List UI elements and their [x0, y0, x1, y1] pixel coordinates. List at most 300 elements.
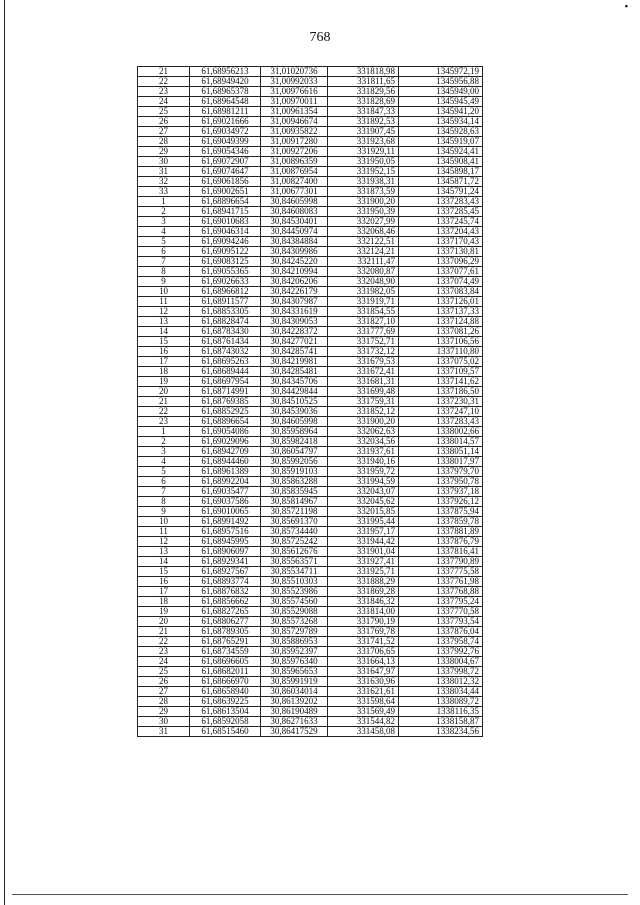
- y-coordinate-cell: 1337247,10: [399, 407, 483, 417]
- point-number-cell: 23: [138, 87, 190, 97]
- latitude-cell: 61,68896654: [190, 197, 261, 207]
- x-coordinate-cell: 331938,31: [328, 177, 399, 187]
- y-coordinate-cell: 1337992,76: [399, 647, 483, 657]
- latitude-cell: 61,69054086: [190, 427, 261, 437]
- longitude-cell: 30,84285481: [261, 367, 328, 377]
- longitude-cell: 30,85523986: [261, 587, 328, 597]
- table-row: [138, 187, 483, 197]
- longitude-cell: 31,00935822: [261, 127, 328, 137]
- longitude-cell: 31,00992033: [261, 77, 328, 87]
- point-number-cell: 11: [138, 297, 190, 307]
- point-number-cell: 29: [138, 147, 190, 157]
- latitude-cell: 61,69055365: [190, 267, 261, 277]
- x-coordinate-cell: 331852,12: [328, 407, 399, 417]
- point-number-cell: 16: [138, 347, 190, 357]
- y-coordinate-cell: 1338004,67: [399, 657, 483, 667]
- longitude-cell: 30,84530401: [261, 217, 328, 227]
- y-coordinate-cell: 1337230,31: [399, 397, 483, 407]
- table-row: [138, 497, 483, 507]
- longitude-cell: 30,84608083: [261, 207, 328, 217]
- table-row: [138, 507, 483, 517]
- y-coordinate-cell: 1337770,58: [399, 607, 483, 617]
- y-coordinate-cell: 1337186,50: [399, 387, 483, 397]
- point-number-cell: 22: [138, 637, 190, 647]
- table-row: [138, 597, 483, 607]
- y-coordinate-cell: 1337950,78: [399, 477, 483, 487]
- y-coordinate-cell: 1337081,26: [399, 327, 483, 337]
- point-number-cell: 5: [138, 237, 190, 247]
- longitude-cell: 31,00827400: [261, 177, 328, 187]
- table-row: [138, 677, 483, 687]
- y-coordinate-cell: 1337075,02: [399, 357, 483, 367]
- table-row: [138, 67, 483, 77]
- point-number-cell: 2: [138, 437, 190, 447]
- latitude-cell: 61,69046314: [190, 227, 261, 237]
- y-coordinate-cell: 1337109,57: [399, 367, 483, 377]
- y-coordinate-cell: 1337926,12: [399, 497, 483, 507]
- longitude-cell: 30,84219981: [261, 357, 328, 367]
- table-row: [138, 367, 483, 377]
- longitude-cell: 30,84307987: [261, 297, 328, 307]
- table-row: [138, 227, 483, 237]
- point-number-cell: 21: [138, 397, 190, 407]
- latitude-cell: 61,68734559: [190, 647, 261, 657]
- y-coordinate-cell: 1338017,97: [399, 457, 483, 467]
- longitude-cell: 30,85729789: [261, 627, 328, 637]
- page-number: 768: [309, 30, 331, 45]
- point-number-cell: 10: [138, 517, 190, 527]
- x-coordinate-cell: 331818,98: [328, 67, 399, 77]
- x-coordinate-cell: 332068,46: [328, 227, 399, 237]
- longitude-cell: 31,00896359: [261, 157, 328, 167]
- latitude-cell: 61,68991492: [190, 517, 261, 527]
- latitude-cell: 61,69026633: [190, 277, 261, 287]
- table-row: [138, 657, 483, 667]
- latitude-cell: 61,68941715: [190, 207, 261, 217]
- point-number-cell: 33: [138, 187, 190, 197]
- latitude-cell: 61,69021666: [190, 117, 261, 127]
- y-coordinate-cell: 1338051,14: [399, 447, 483, 457]
- point-number-cell: 12: [138, 307, 190, 317]
- x-coordinate-cell: 331706,65: [328, 647, 399, 657]
- point-number-cell: 22: [138, 77, 190, 87]
- y-coordinate-cell: 1345898,17: [399, 167, 483, 177]
- point-number-cell: 27: [138, 127, 190, 137]
- latitude-cell: 61,68853305: [190, 307, 261, 317]
- latitude-cell: 61,68856662: [190, 597, 261, 607]
- x-coordinate-cell: 331699,48: [328, 387, 399, 397]
- point-number-cell: 28: [138, 137, 190, 147]
- table-row: [138, 477, 483, 487]
- x-coordinate-cell: 331854,55: [328, 307, 399, 317]
- y-coordinate-cell: 1345949,00: [399, 87, 483, 97]
- x-coordinate-cell: 332124,21: [328, 247, 399, 257]
- longitude-cell: 30,84345706: [261, 377, 328, 387]
- longitude-cell: 30,85965653: [261, 667, 328, 677]
- y-coordinate-cell: 1338158,87: [399, 717, 483, 727]
- table-row: [138, 337, 483, 347]
- x-coordinate-cell: 331869,28: [328, 587, 399, 597]
- longitude-cell: 30,85952397: [261, 647, 328, 657]
- longitude-cell: 30,85563571: [261, 557, 328, 567]
- latitude-cell: 61,68666970: [190, 677, 261, 687]
- latitude-cell: 61,68761434: [190, 337, 261, 347]
- point-number-cell: 1: [138, 197, 190, 207]
- y-coordinate-cell: 1337283,43: [399, 197, 483, 207]
- point-number-cell: 2: [138, 207, 190, 217]
- y-coordinate-cell: 1337998,72: [399, 667, 483, 677]
- point-number-cell: 6: [138, 247, 190, 257]
- y-coordinate-cell: 1337141,62: [399, 377, 483, 387]
- point-number-cell: 12: [138, 537, 190, 547]
- y-coordinate-cell: 1345791,24: [399, 187, 483, 197]
- point-number-cell: 15: [138, 337, 190, 347]
- footer-rule: [12, 894, 628, 895]
- table-row: [138, 427, 483, 437]
- y-coordinate-cell: 1337106,56: [399, 337, 483, 347]
- x-coordinate-cell: 332048,90: [328, 277, 399, 287]
- latitude-cell: 61,68697954: [190, 377, 261, 387]
- latitude-cell: 61,68743032: [190, 347, 261, 357]
- y-coordinate-cell: 1345945,49: [399, 97, 483, 107]
- table-row: [138, 347, 483, 357]
- table-row: [138, 167, 483, 177]
- table-row: [138, 457, 483, 467]
- scan-edge-line: [4, 0, 5, 905]
- y-coordinate-cell: 1345928,63: [399, 127, 483, 137]
- latitude-cell: 61,68911577: [190, 297, 261, 307]
- point-number-cell: 26: [138, 117, 190, 127]
- latitude-cell: 61,69083125: [190, 257, 261, 267]
- coordinates-table: [137, 66, 483, 737]
- y-coordinate-cell: 1337790,89: [399, 557, 483, 567]
- y-coordinate-cell: 1345871,72: [399, 177, 483, 187]
- latitude-cell: 61,69029096: [190, 437, 261, 447]
- y-coordinate-cell: 1337077,61: [399, 267, 483, 277]
- point-number-cell: 18: [138, 367, 190, 377]
- y-coordinate-cell: 1345919,07: [399, 137, 483, 147]
- point-number-cell: 30: [138, 157, 190, 167]
- point-number-cell: 17: [138, 357, 190, 367]
- point-number-cell: 30: [138, 717, 190, 727]
- longitude-cell: 30,85534711: [261, 567, 328, 577]
- point-number-cell: 16: [138, 577, 190, 587]
- table-row: [138, 547, 483, 557]
- point-number-cell: 29: [138, 707, 190, 717]
- latitude-cell: 61,68964548: [190, 97, 261, 107]
- table-row: [138, 107, 483, 117]
- longitude-cell: 30,84309053: [261, 317, 328, 327]
- x-coordinate-cell: 331828,69: [328, 97, 399, 107]
- longitude-cell: 30,85725242: [261, 537, 328, 547]
- longitude-cell: 30,84210994: [261, 267, 328, 277]
- point-number-cell: 10: [138, 287, 190, 297]
- latitude-cell: 61,68806277: [190, 617, 261, 627]
- x-coordinate-cell: 331995,44: [328, 517, 399, 527]
- latitude-cell: 61,68893774: [190, 577, 261, 587]
- table-row: [138, 257, 483, 267]
- latitude-cell: 61,68956213: [190, 67, 261, 77]
- y-coordinate-cell: 1345924,41: [399, 147, 483, 157]
- longitude-cell: 30,84206206: [261, 277, 328, 287]
- latitude-cell: 61,68696605: [190, 657, 261, 667]
- y-coordinate-cell: 1337937,18: [399, 487, 483, 497]
- y-coordinate-cell: 1337761,98: [399, 577, 483, 587]
- longitude-cell: 30,84309986: [261, 247, 328, 257]
- table-row: [138, 397, 483, 407]
- y-coordinate-cell: 1337775,58: [399, 567, 483, 577]
- point-number-cell: 7: [138, 487, 190, 497]
- latitude-cell: 61,68966812: [190, 287, 261, 297]
- point-number-cell: 13: [138, 317, 190, 327]
- x-coordinate-cell: 331759,31: [328, 397, 399, 407]
- x-coordinate-cell: 332111,47: [328, 257, 399, 267]
- longitude-cell: 30,85835945: [261, 487, 328, 497]
- x-coordinate-cell: 331937,61: [328, 447, 399, 457]
- coordinates-table-body: [138, 67, 483, 737]
- longitude-cell: 30,84331619: [261, 307, 328, 317]
- point-number-cell: 21: [138, 627, 190, 637]
- longitude-cell: 31,00970011: [261, 97, 328, 107]
- longitude-cell: 30,85863288: [261, 477, 328, 487]
- table-row: [138, 237, 483, 247]
- latitude-cell: 61,68957516: [190, 527, 261, 537]
- latitude-cell: 61,69061856: [190, 177, 261, 187]
- point-number-cell: 18: [138, 597, 190, 607]
- point-number-cell: 23: [138, 417, 190, 427]
- table-row: [138, 587, 483, 597]
- latitude-cell: 61,68515460: [190, 727, 261, 737]
- point-number-cell: 22: [138, 407, 190, 417]
- latitude-cell: 61,68828474: [190, 317, 261, 327]
- y-coordinate-cell: 1337083,84: [399, 287, 483, 297]
- x-coordinate-cell: 331569,49: [328, 707, 399, 717]
- table-row: [138, 667, 483, 677]
- x-coordinate-cell: 332043,07: [328, 487, 399, 497]
- point-number-cell: 11: [138, 527, 190, 537]
- longitude-cell: 30,86417529: [261, 727, 328, 737]
- latitude-cell: 61,68695263: [190, 357, 261, 367]
- point-number-cell: 20: [138, 387, 190, 397]
- latitude-cell: 61,68961389: [190, 467, 261, 477]
- latitude-cell: 61,68906097: [190, 547, 261, 557]
- x-coordinate-cell: 331769,78: [328, 627, 399, 637]
- point-number-cell: 24: [138, 657, 190, 667]
- table-row: [138, 287, 483, 297]
- x-coordinate-cell: 332062,63: [328, 427, 399, 437]
- latitude-cell: 61,69054346: [190, 147, 261, 157]
- y-coordinate-cell: 1337285,45: [399, 207, 483, 217]
- longitude-cell: 30,85510303: [261, 577, 328, 587]
- table-row: [138, 707, 483, 717]
- latitude-cell: 61,68682011: [190, 667, 261, 677]
- x-coordinate-cell: 331950,39: [328, 207, 399, 217]
- table-row: [138, 387, 483, 397]
- longitude-cell: 31,00677301: [261, 187, 328, 197]
- table-row: [138, 217, 483, 227]
- point-number-cell: 21: [138, 67, 190, 77]
- y-coordinate-cell: 1337958,74: [399, 637, 483, 647]
- x-coordinate-cell: 331827,10: [328, 317, 399, 327]
- x-coordinate-cell: 331888,29: [328, 577, 399, 587]
- x-coordinate-cell: 331873,59: [328, 187, 399, 197]
- table-row: [138, 327, 483, 337]
- y-coordinate-cell: 1338002,66: [399, 427, 483, 437]
- point-number-cell: 31: [138, 727, 190, 737]
- point-number-cell: 15: [138, 567, 190, 577]
- table-row: [138, 177, 483, 187]
- x-coordinate-cell: 331741,52: [328, 637, 399, 647]
- latitude-cell: 61,68714991: [190, 387, 261, 397]
- x-coordinate-cell: 331959,72: [328, 467, 399, 477]
- x-coordinate-cell: 331892,53: [328, 117, 399, 127]
- latitude-cell: 61,68783430: [190, 327, 261, 337]
- x-coordinate-cell: 331814,00: [328, 607, 399, 617]
- point-number-cell: 26: [138, 677, 190, 687]
- longitude-cell: 30,85721198: [261, 507, 328, 517]
- longitude-cell: 30,86190489: [261, 707, 328, 717]
- longitude-cell: 30,85992056: [261, 457, 328, 467]
- longitude-cell: 30,84510525: [261, 397, 328, 407]
- longitude-cell: 30,85886953: [261, 637, 328, 647]
- x-coordinate-cell: 331907,45: [328, 127, 399, 137]
- latitude-cell: 61,68876832: [190, 587, 261, 597]
- x-coordinate-cell: 331925,71: [328, 567, 399, 577]
- table-row: [138, 437, 483, 447]
- table-row: [138, 527, 483, 537]
- latitude-cell: 61,68827265: [190, 607, 261, 617]
- point-number-cell: 31: [138, 167, 190, 177]
- longitude-cell: 30,85814967: [261, 497, 328, 507]
- x-coordinate-cell: 331544,82: [328, 717, 399, 727]
- x-coordinate-cell: 332122,51: [328, 237, 399, 247]
- x-coordinate-cell: 331598,64: [328, 697, 399, 707]
- table-row: [138, 537, 483, 547]
- corner-mark: ▪: [624, 1, 628, 11]
- longitude-cell: 30,84228372: [261, 327, 328, 337]
- x-coordinate-cell: 331982,05: [328, 287, 399, 297]
- latitude-cell: 61,68639225: [190, 697, 261, 707]
- y-coordinate-cell: 1337876,79: [399, 537, 483, 547]
- table-row: [138, 147, 483, 157]
- longitude-cell: 31,01020736: [261, 67, 328, 77]
- latitude-cell: 61,68658940: [190, 687, 261, 697]
- latitude-cell: 61,69072907: [190, 157, 261, 167]
- y-coordinate-cell: 1337204,43: [399, 227, 483, 237]
- table-row: [138, 97, 483, 107]
- x-coordinate-cell: 331621,61: [328, 687, 399, 697]
- longitude-cell: 31,00927206: [261, 147, 328, 157]
- table-row: [138, 357, 483, 367]
- latitude-cell: 61,68992204: [190, 477, 261, 487]
- table-row: [138, 267, 483, 277]
- y-coordinate-cell: 1345934,14: [399, 117, 483, 127]
- y-coordinate-cell: 1338034,44: [399, 687, 483, 697]
- longitude-cell: 30,86034014: [261, 687, 328, 697]
- latitude-cell: 61,68981211: [190, 107, 261, 117]
- y-coordinate-cell: 1337875,94: [399, 507, 483, 517]
- longitude-cell: 30,85976340: [261, 657, 328, 667]
- y-coordinate-cell: 1345956,88: [399, 77, 483, 87]
- point-number-cell: 20: [138, 617, 190, 627]
- latitude-cell: 61,68689444: [190, 367, 261, 377]
- table-row: [138, 647, 483, 657]
- x-coordinate-cell: 331681,31: [328, 377, 399, 387]
- latitude-cell: 61,68592058: [190, 717, 261, 727]
- table-row: [138, 77, 483, 87]
- longitude-cell: 30,84245220: [261, 257, 328, 267]
- x-coordinate-cell: 331664,13: [328, 657, 399, 667]
- table-row: [138, 627, 483, 637]
- point-number-cell: 3: [138, 217, 190, 227]
- longitude-cell: 30,86054797: [261, 447, 328, 457]
- y-coordinate-cell: 1345941,20: [399, 107, 483, 117]
- point-number-cell: 24: [138, 97, 190, 107]
- table-row: [138, 417, 483, 427]
- latitude-cell: 61,68965378: [190, 87, 261, 97]
- latitude-cell: 61,69035477: [190, 487, 261, 497]
- x-coordinate-cell: 331777,69: [328, 327, 399, 337]
- point-number-cell: 7: [138, 257, 190, 267]
- y-coordinate-cell: 1337170,43: [399, 237, 483, 247]
- point-number-cell: 4: [138, 457, 190, 467]
- point-number-cell: 9: [138, 277, 190, 287]
- x-coordinate-cell: 331944,42: [328, 537, 399, 547]
- point-number-cell: 4: [138, 227, 190, 237]
- table-row: [138, 717, 483, 727]
- point-number-cell: 27: [138, 687, 190, 697]
- y-coordinate-cell: 1337124,88: [399, 317, 483, 327]
- latitude-cell: 61,69010065: [190, 507, 261, 517]
- point-number-cell: 25: [138, 667, 190, 677]
- x-coordinate-cell: 331929,11: [328, 147, 399, 157]
- x-coordinate-cell: 331752,71: [328, 337, 399, 347]
- x-coordinate-cell: 331923,68: [328, 137, 399, 147]
- point-number-cell: 6: [138, 477, 190, 487]
- y-coordinate-cell: 1337881,89: [399, 527, 483, 537]
- point-number-cell: 13: [138, 547, 190, 557]
- point-number-cell: 19: [138, 607, 190, 617]
- x-coordinate-cell: 331950,05: [328, 157, 399, 167]
- x-coordinate-cell: 331846,32: [328, 597, 399, 607]
- point-number-cell: 23: [138, 647, 190, 657]
- longitude-cell: 31,00876954: [261, 167, 328, 177]
- point-number-cell: 14: [138, 327, 190, 337]
- latitude-cell: 61,68613504: [190, 707, 261, 717]
- latitude-cell: 61,68789305: [190, 627, 261, 637]
- longitude-cell: 30,84605998: [261, 417, 328, 427]
- point-number-cell: 1: [138, 427, 190, 437]
- x-coordinate-cell: 332034,56: [328, 437, 399, 447]
- table-row: [138, 207, 483, 217]
- y-coordinate-cell: 1337130,81: [399, 247, 483, 257]
- y-coordinate-cell: 1338116,35: [399, 707, 483, 717]
- latitude-cell: 61,68927567: [190, 567, 261, 577]
- longitude-cell: 30,84539036: [261, 407, 328, 417]
- longitude-cell: 31,00976616: [261, 87, 328, 97]
- point-number-cell: 19: [138, 377, 190, 387]
- point-number-cell: 28: [138, 697, 190, 707]
- point-number-cell: 14: [138, 557, 190, 567]
- y-coordinate-cell: 1345972,19: [399, 67, 483, 77]
- latitude-cell: 61,68852925: [190, 407, 261, 417]
- table-row: [138, 127, 483, 137]
- y-coordinate-cell: 1338014,57: [399, 437, 483, 447]
- table-row: [138, 517, 483, 527]
- y-coordinate-cell: 1337126,01: [399, 297, 483, 307]
- latitude-cell: 61,69074647: [190, 167, 261, 177]
- y-coordinate-cell: 1337283,43: [399, 417, 483, 427]
